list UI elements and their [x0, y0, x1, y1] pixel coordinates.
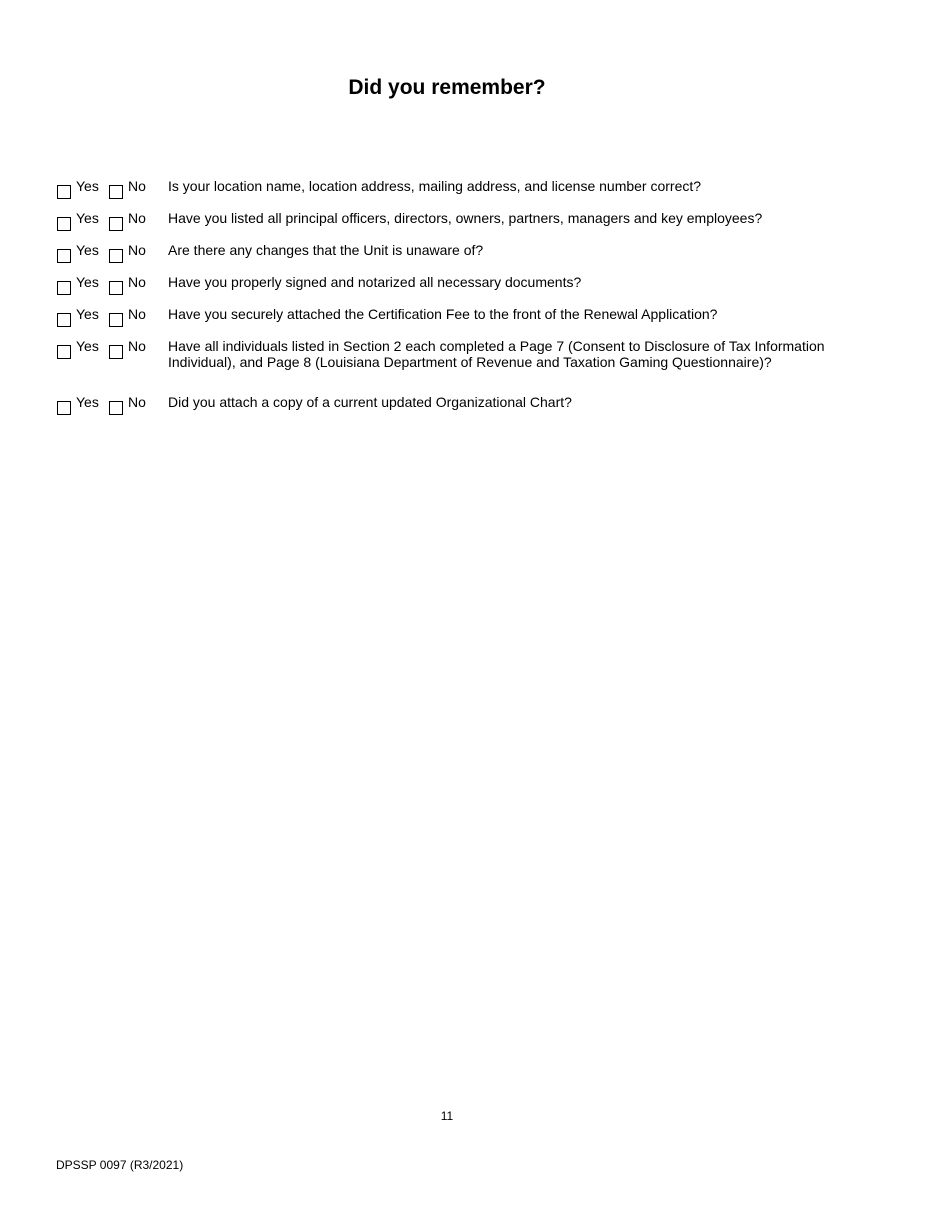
- no-label: No: [128, 306, 146, 322]
- no-checkbox[interactable]: [109, 281, 123, 295]
- yes-label: Yes: [76, 274, 99, 290]
- no-label: No: [128, 274, 146, 290]
- checklist-row: [56, 392, 856, 424]
- checklist-row: [56, 240, 856, 272]
- no-label: No: [128, 338, 146, 354]
- no-label: No: [128, 394, 146, 410]
- page-number: 11: [440, 1109, 454, 1123]
- form-id: DPSSP 0097 (R3/2021): [56, 1158, 184, 1172]
- yes-checkbox[interactable]: [57, 217, 71, 231]
- no-checkbox[interactable]: [109, 249, 123, 263]
- yes-label: Yes: [76, 338, 99, 354]
- yes-checkbox[interactable]: [57, 313, 71, 327]
- yes-label: Yes: [76, 210, 99, 226]
- no-checkbox[interactable]: [109, 313, 123, 327]
- no-checkbox[interactable]: [109, 185, 123, 199]
- no-label: No: [128, 210, 146, 226]
- question-text: Have all individuals listed in Section 2 each completed a Page 7 (Consent to Disclosure of Tax Information Individual), and Page 8 (Louisiana Department of Revenue and Taxation Gaming Questionnaire)?: [168, 338, 825, 370]
- checklist-row: [56, 304, 856, 336]
- no-label: No: [128, 242, 146, 258]
- question-text: Have you properly signed and notarized all necessary documents?: [168, 274, 582, 290]
- yes-checkbox[interactable]: [57, 345, 71, 359]
- yes-label: Yes: [76, 242, 99, 258]
- page-title: Did you remember?: [348, 76, 546, 99]
- yes-checkbox[interactable]: [57, 281, 71, 295]
- checklist-row: [56, 176, 856, 208]
- checklist-row: [56, 336, 856, 392]
- question-text: Is your location name, location address, mailing address, and license number correct?: [168, 178, 702, 194]
- checklist-row: [56, 272, 856, 304]
- yes-label: Yes: [76, 178, 99, 194]
- question-text: Are there any changes that the Unit is unaware of?: [168, 242, 484, 258]
- yes-checkbox[interactable]: [57, 185, 71, 199]
- yes-checkbox[interactable]: [57, 401, 71, 415]
- no-checkbox[interactable]: [109, 345, 123, 359]
- no-checkbox[interactable]: [109, 401, 123, 415]
- question-text: Have you securely attached the Certification Fee to the front of the Renewal Application?: [168, 306, 718, 322]
- yes-label: Yes: [76, 306, 99, 322]
- no-label: No: [128, 178, 146, 194]
- no-checkbox[interactable]: [109, 217, 123, 231]
- yes-checkbox[interactable]: [57, 249, 71, 263]
- question-text: Have you listed all principal officers, directors, owners, partners, managers and key employees?: [168, 210, 763, 226]
- question-text: Did you attach a copy of a current updated Organizational Chart?: [168, 394, 572, 410]
- checklist-row: [56, 208, 856, 240]
- yes-label: Yes: [76, 394, 99, 410]
- checklist: [56, 176, 856, 424]
